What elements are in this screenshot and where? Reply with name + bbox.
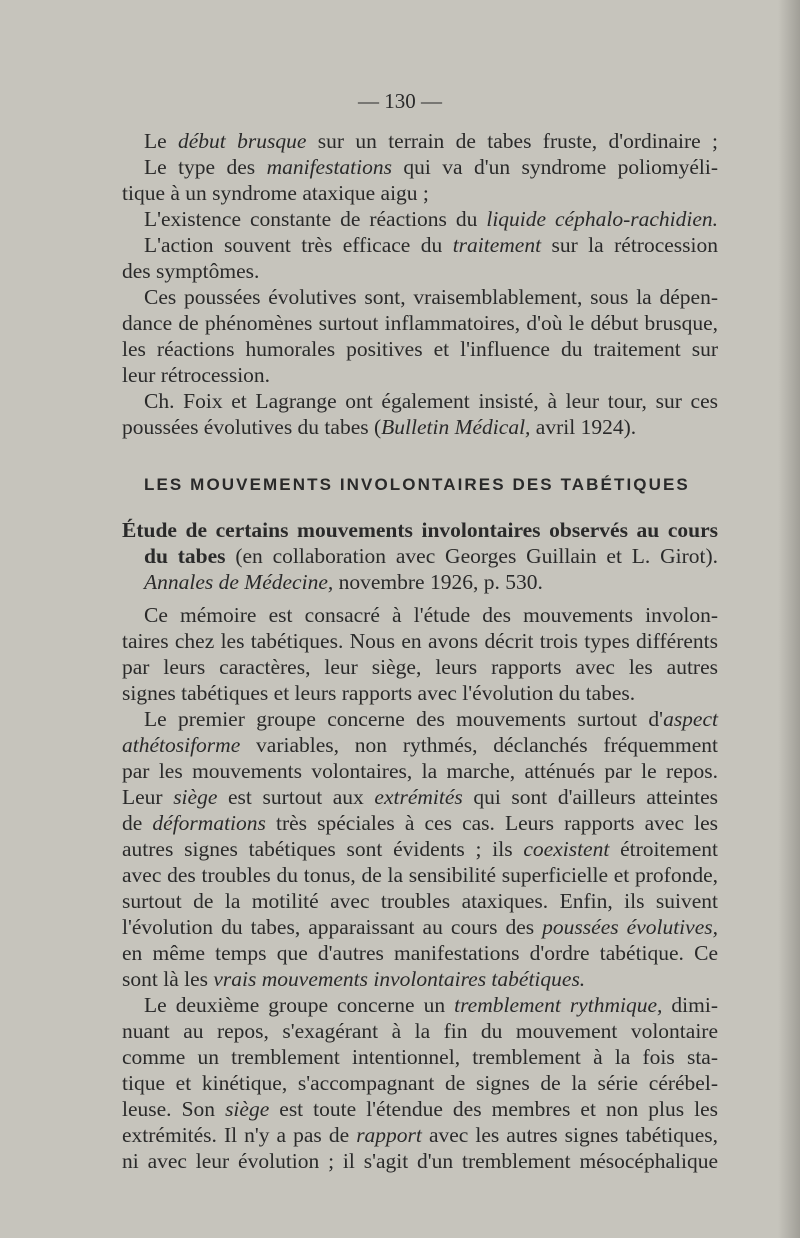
text-line: athétosiforme variables, non rythmés, déclanchés fréquemment [122,733,718,757]
text-line: leur rétrocession. [122,363,271,387]
text-line: extrémités. Il n'y a pas de rapport avec les autres signes tabétiques, [122,1123,718,1147]
text-line: Le début brusque sur un terrain de tabes fruste, d'ordinaire ; [144,129,718,153]
text-line: Ces poussées évolutives sont, vraisemblablement, sous la dépen- [144,285,718,309]
page-number: — 130 — [358,89,442,113]
text-line: tique et kinétique, s'accompagnant de signes de la série cérébel- [122,1071,718,1095]
reference-title: Étude de certains mouvements involontaires observés au cours [122,518,718,542]
text-line: des symptômes. [122,259,260,283]
text-line: dance de phénomènes surtout inflammatoires, d'où le début brusque, [122,311,718,335]
text-line: Ch. Foix et Lagrange ont également insisté, à leur tour, sur ces [144,389,718,413]
text-line: Le deuxième groupe concerne un tremblement rythmique, dimi- [144,993,718,1017]
text-line: poussées évolutives du tabes (Bulletin Médical, avril 1924). [122,415,637,439]
text-line: l'évolution du tabes, apparaissant au cours des poussées évolutives, [122,915,718,939]
text-line: Le type des manifestations qui va d'un syndrome poliomyéli- [144,155,718,179]
page-edge-shadow [778,0,800,1238]
text-line: en même temps que d'autres manifestations d'ordre tabétique. Ce [122,941,718,965]
text-line: autres signes tabétiques sont évidents ; ils coexistent étroitement [122,837,718,861]
reference-line: du tabes (en collaboration avec Georges Guillain et L. Girot). [144,544,718,568]
reference-line: Annales de Médecine, novembre 1926, p. 530. [144,570,543,594]
text-line: sont là les vrais mouvements involontaires tabétiques. [122,967,586,991]
text-line: surtout de la motilité avec troubles ataxiques. Enfin, ils suivent [122,889,718,913]
text-line: comme un tremblement intentionnel, tremblement à la fois sta- [122,1045,718,1069]
text-line: Ce mémoire est consacré à l'étude des mouvements involon- [144,603,718,627]
section-heading: LES MOUVEMENTS INVOLONTAIRES DES TABÉTIQUES [144,475,690,494]
text-line: Le premier groupe concerne des mouvements surtout d'aspect [144,707,718,731]
text-line: signes tabétiques et leurs rapports avec l'évolution du tabes. [122,681,636,705]
text-line: par les mouvements volontaires, la marche, atténués par le repos. [122,759,718,783]
text-line: Leur siège est surtout aux extrémités qui sont d'ailleurs atteintes [122,785,718,809]
text-line: ni avec leur évolution ; il s'agit d'un tremblement mésocéphalique [122,1149,718,1173]
text-line: L'existence constante de réactions du liquide céphalo-rachidien. [144,207,718,231]
text-line: de déformations très spéciales à ces cas. Leurs rapports avec les [122,811,718,835]
text-line: par leurs caractères, leur siège, leurs rapports avec les autres [122,655,718,679]
text-line: nuant au repos, s'exagérant à la fin du mouvement volontaire [122,1019,718,1043]
text-line: taires chez les tabétiques. Nous en avons décrit trois types différents [122,629,718,653]
text-line: les réactions humorales positives et l'influence du traitement sur [122,337,718,361]
text-line: leuse. Son siège est toute l'étendue des membres et non plus les [122,1097,718,1121]
text-line: tique à un syndrome ataxique aigu ; [122,181,429,205]
text-line: avec des troubles du tonus, de la sensibilité superficielle et profonde, [122,863,718,887]
text-line: L'action souvent très efficace du traitement sur la rétrocession [144,233,718,257]
